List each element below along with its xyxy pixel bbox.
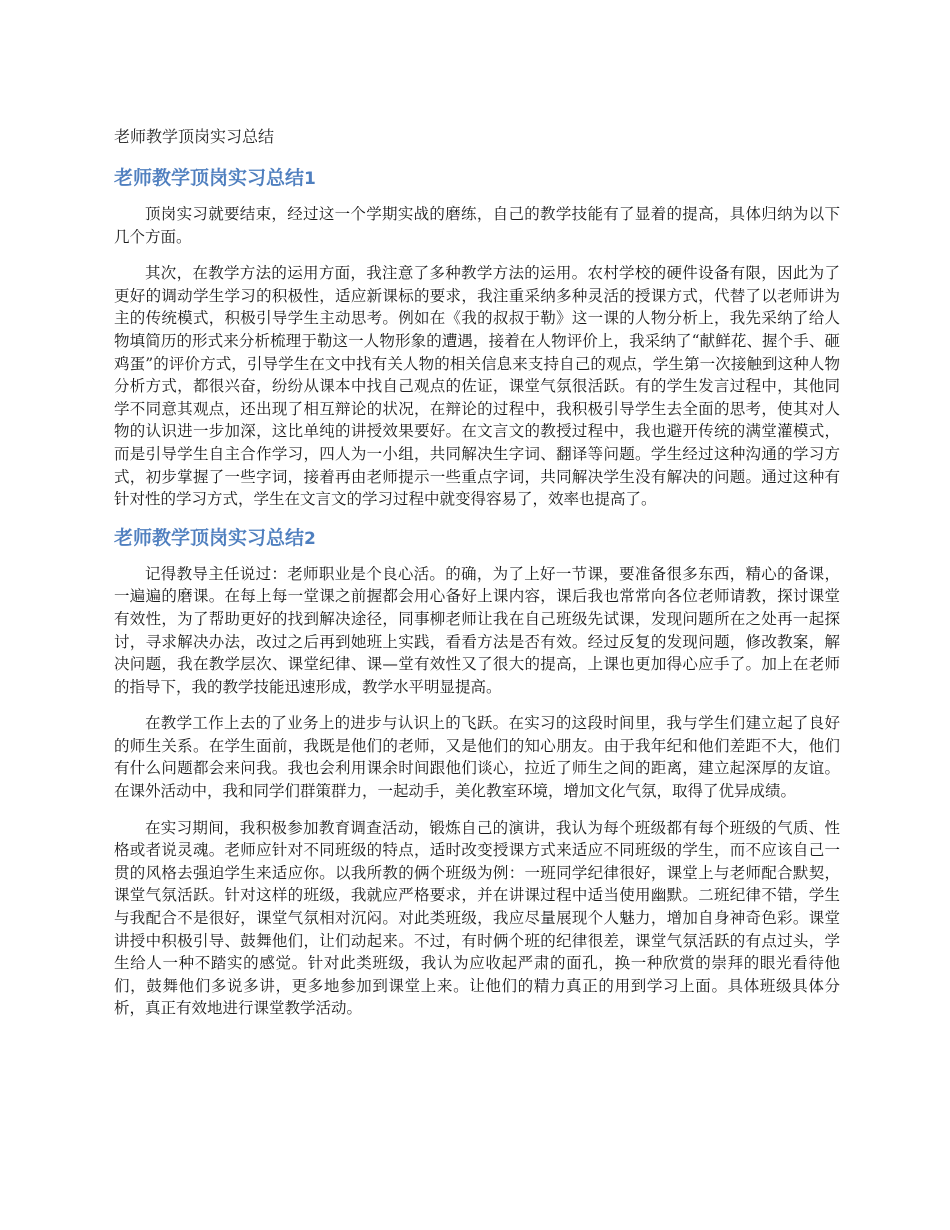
- section-2: [114, 525, 840, 1020]
- document-body: [114, 165, 840, 1034]
- paragraph: 顶岗实习就要结束，经过这一个学期实战的磨练，自己的教学技能有了显着的提高，具体归纳为以下几个方面。: [114, 205, 840, 246]
- section-heading-text: 老师教学顶岗实习总结: [114, 526, 305, 549]
- section-1: [114, 165, 840, 511]
- paragraph: 记得教导主任说过：老师职业是个良心活。的确，为了上好一节课，要准备很多东西，精心的备课，一遍遍的磨课。在每上每一堂课之前握都会用心备好上课内容，课后我也常常向各位老师请教，探讨课堂有效性，为了帮助更好的找到解决途径，同事柳老师让我在自己班级先试课，发现问题所在之处再一起探讨，寻求解决办法，改过之后再到她班上实践，看看方法是否有效。经过反复的发现问题，修改教案，解决问题，我在教学层次、课堂纪律、课—堂有效性又了很大的提高，上课也更加得心应手了。加上在老师的指导下，我的教学技能迅速形成，教学水平明显提高。: [114, 564, 840, 696]
- section-heading-text: 老师教学顶岗实习总结: [114, 167, 305, 189]
- document-title: 老师教学顶岗实习总结: [114, 127, 275, 146]
- section-heading: [114, 165, 840, 192]
- paragraph: 在教学工作上去的了业务上的进步与认识上的飞跃。在实习的这段时间里，我与学生们建立起了良好的师生关系。在学生面前，我既是他们的老师，又是他们的知心朋友。由于我年纪和他们差距不大，他们有什么问题都会来问我。我也会利用课余时间跟他们谈心，拉近了师生之间的距离，建立起深厚的友谊。在课外活动中，我和同学们群策群力，一起动手，美化教室环境，增加文化气氛，取得了优异成绩。: [114, 714, 840, 801]
- section-heading-number: 1: [304, 169, 316, 189]
- section-heading-number: 2: [304, 528, 316, 549]
- paragraph: 在实习期间，我积极参加教育调查活动，锻炼自己的演讲，我认为每个班级都有每个班级的气质、性格或者说灵魂。老师应针对不同班级的特点，适时改变授课方式来适应不同班级的学生，而不应该自己一贯的风格去强迫学生来适应你。以我所教的俩个班级为例：一班同学纪律很好，课堂上与老师配合默契，课堂气氛活跃。针对这样的班级，我就应严格要求，并在讲课过程中适当使用幽默。二班纪律不错，学生与我配合不是很好，课堂气氛相对沉闷。对此类班级，我应尽量展现个人魅力，增加自身神奇色彩。课堂讲授中积极引导、鼓舞他们，让们动起来。不过，有时俩个班的纪律很差，课堂气氛活跃的有点过头，学生给人一种不踏实的感觉。针对此类班级，我认为应收起严肃的面孔，换一种欣赏的崇拜的眼光看待他们，鼓舞他们多说多讲，更多地参加到课堂上来。让他们的精力真正的用到学习上面。具体班级具体分析，真正有效地进行课堂教学活动。: [114, 818, 840, 1018]
- section-heading: [114, 525, 840, 552]
- paragraph: 其次，在教学方法的运用方面，我注意了多种教学方法的运用。农村学校的硬件设备有限，因此为了更好的调动学生学习的积极性，适应新课标的要求，我注重采纳多种灵活的授课方式，代替了以老师讲为主的传统模式，积极引导学生主动思考。例如在《我的叔叔于勒》这一课的人物分析上，我先采纳了给人物填简历的形式来分析梳理于勒这一人物形象的遭遇，接着在人物评价上，我采纳了“献鲜花、握个手、砸鸡蛋”的评价方式，引导学生在文中找有关人物的相关信息来支持自己的观点，学生第一次接触到这种人物分析方式，都很兴奋，纷纷从课本中找自己观点的佐证，课堂气氛很活跃。有的学生发言过程中，其他同学不同意其观点，还出现了相互辩论的状况，在辩论的过程中，我积极引导学生去全面的思考，使其对人物的认识进一步加深，这比单纯的讲授效果要好。在文言文的教授过程中，我也避开传统的满堂灌模式，而是引导学生自主合作学习，四人为一小组，共同解决生字词、翻译等问题。学生经过这种沟通的学习方式，初步掌握了一些字词，接着再由老师提示一些重点字词，共同解决学生没有解决的问题。通过这种有针对性的学习方式，学生在文言文的学习过程中就变得容易了，效率也提高了。: [114, 264, 840, 509]
